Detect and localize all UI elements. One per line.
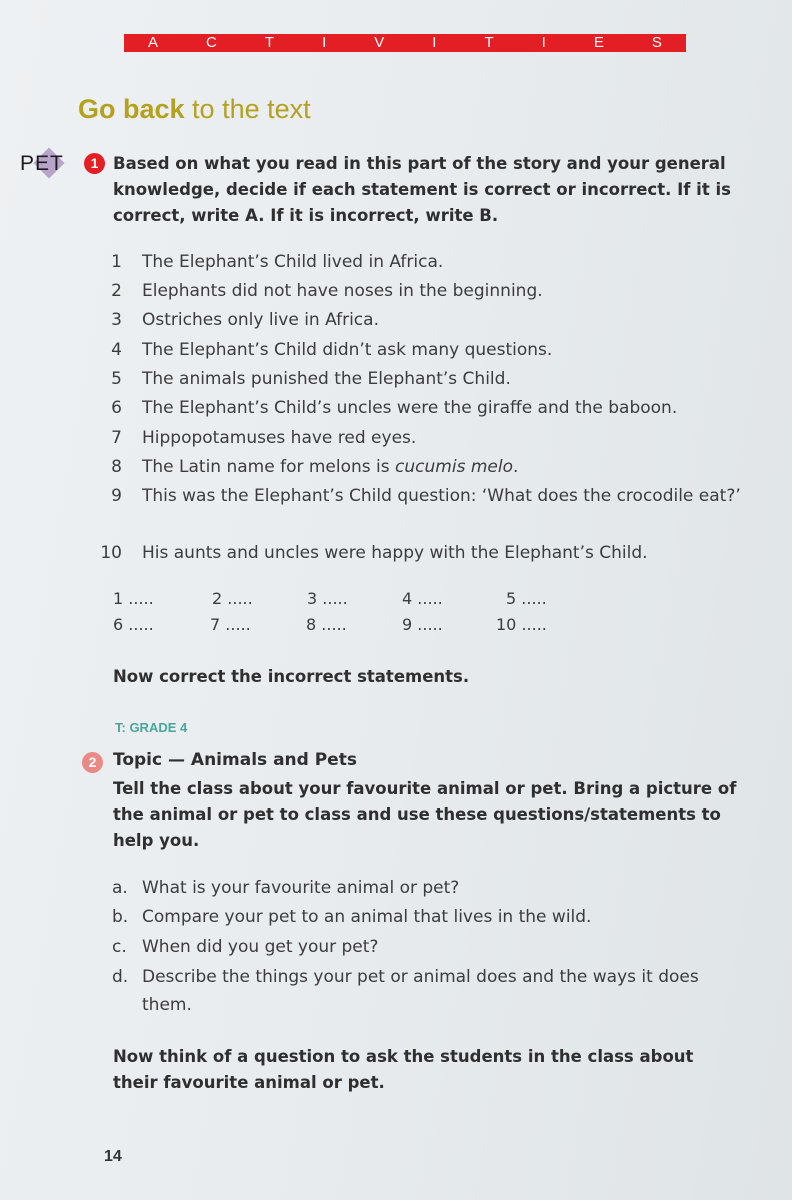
exercise-1-number: 1 (84, 153, 105, 174)
banner-letter: T (484, 34, 494, 51)
pet-label: PET (20, 152, 64, 175)
banner-letter: C (206, 34, 217, 51)
answer-blank[interactable]: 1 ..... (113, 589, 154, 608)
answer-blank[interactable]: 8 ..... (306, 615, 347, 634)
answer-blank[interactable]: 3 ..... (307, 589, 348, 608)
banner-letter: A (148, 34, 159, 51)
exercise-2-instruction: Tell the class about your favourite animal or pet. Bring a picture of the animal or pet to class and use these questions/statements to help you. (113, 779, 737, 850)
answer-blank[interactable]: 10 ..... (496, 615, 547, 634)
heading-bold: Go back (78, 94, 185, 124)
banner-letter: I (541, 34, 546, 51)
exercise-2-followup: Now think of a question to ask the students in the class about their favourite animal or pet. (113, 1047, 694, 1092)
banner-letter: I (432, 34, 437, 51)
statement-text: The Latin name for melons is cucumis melo. (142, 457, 519, 477)
answer-blank[interactable]: 2 ..... (212, 589, 253, 608)
exercise-2-number: 2 (82, 752, 103, 773)
banner-letter: S (651, 34, 662, 51)
answer-blank[interactable]: 6 ..... (113, 615, 154, 634)
activities-banner (124, 34, 686, 52)
banner-letter: T (264, 34, 275, 51)
answer-blank[interactable]: 9 ..... (402, 615, 443, 634)
banner-letter: E (593, 34, 604, 51)
page-number: 14 (104, 1148, 122, 1165)
grade-tag: T: GRADE 4 (115, 720, 188, 735)
exercise-2-topic: Topic — Animals and Pets (113, 750, 357, 770)
workbook-page: A C T I V I T I E S Go back to the text PET 1 Based on what you read in this part of the story and your general knowledge, decide if each statement is correct or incorrect. If it is correct, write A. If it is incorrect, write B. 1 The Elephant’s Child lived in Africa. 2 Elephants did not have noses in the beginning. 3 Ostriches only live in Africa. 4 The Elephant’s Child didn’t ask many questions. 5 The animals punished the Elephant’s Child. 6 The Elephant’s Child’s uncles were the giraffe and the baboon. 7 Hippopotamuses have red eyes. 8 The Latin name for melons is cucumis melo. 9 This was the Elephant’s Child question: ‘What does the crocodile eat?’ 10 His aunts and uncles were happy with the Elephant’s Child. 1 ..... 2 ..... 3 ..... 4 ..... 5 ..... 6 ..... 7 ..... 8 ..... 9 ..... 10 ..... Now correct the incorrect statements. T: GRADE 4 2 Topic — Animals and Pets Tell the class about your favourite animal or pet. Bring a picture of the animal or pet to class and use these questions/statements to help you. a. What is your favourite animal or pet? b. Compare your pet to an animal that lives in the wild. c. When did you get your pet? d. Describe the things your pet or animal does and the ways it does them. Now think of a question to ask the students in the class about their favourite animal or pet. 14 (0, 0, 792, 1200)
answer-blank[interactable]: 4 ..... (402, 589, 443, 608)
exercise-1-followup: Now correct the incorrect statements. (113, 667, 470, 686)
heading-rest: to the text (184, 94, 311, 124)
section-heading (78, 94, 311, 125)
exercise-1-instruction: Based on what you read in this part of the story and your general knowledge, decide if each statement is correct or incorrect. If it is correct, write A. If it is incorrect, write B. (113, 154, 731, 225)
banner-letter: V (374, 34, 385, 51)
banner-letter: I (322, 34, 327, 51)
answer-blank[interactable]: 7 ..... (210, 615, 251, 634)
answer-blank[interactable]: 5 ..... (506, 589, 547, 608)
